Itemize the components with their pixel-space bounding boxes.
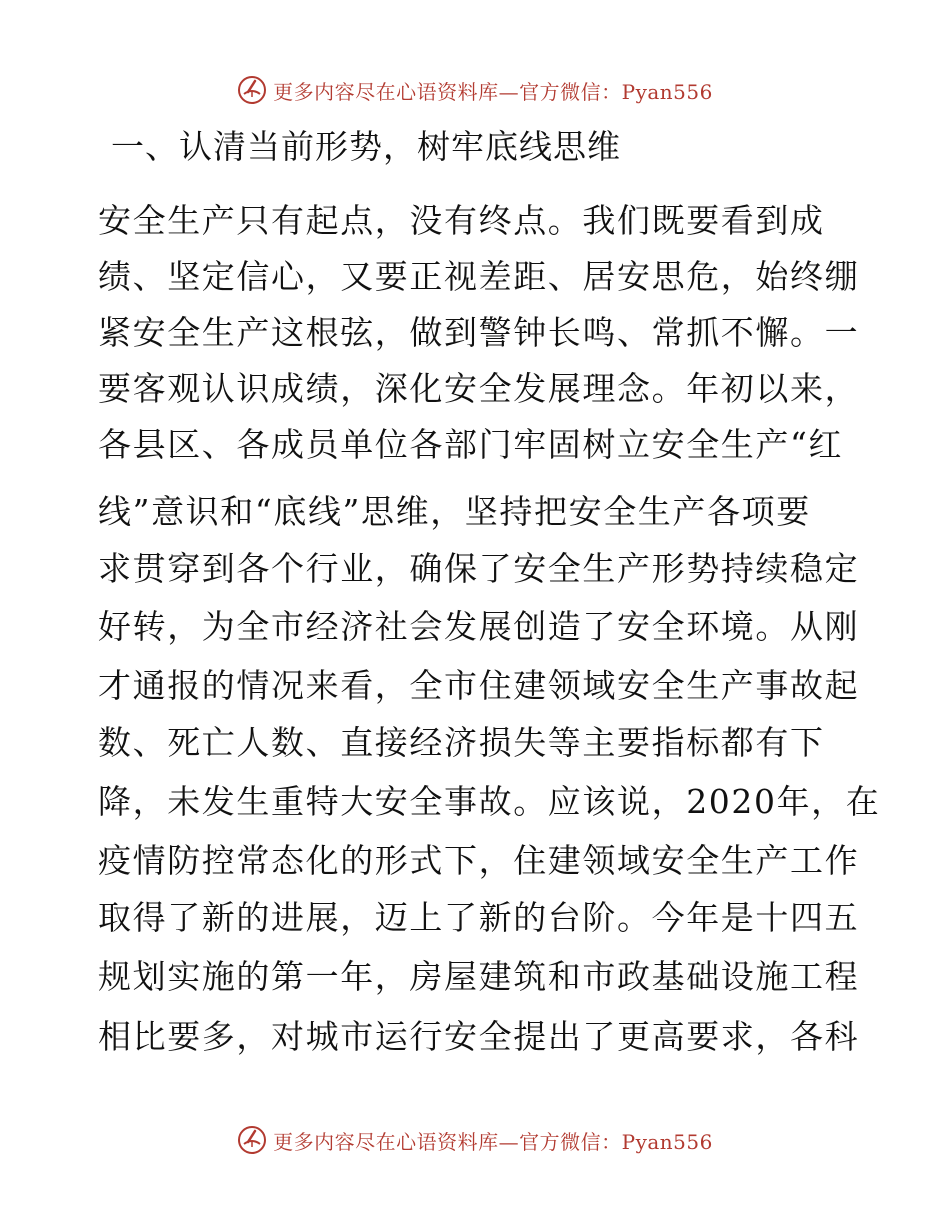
section-heading: 一、认清当前形势，树牢底线思维 — [111, 127, 621, 166]
header-banner — [0, 70, 950, 110]
body-line: 取得了新的进展，迈上了新的台阶。今年是十四五 — [98, 898, 860, 937]
body-line: 绩、坚定信心，又要正视差距、居安思危，始终绷 — [98, 257, 860, 296]
body-line: 要客观认识成绩，深化安全发展理念。年初以来， — [98, 369, 860, 408]
footer-banner-text: 更多内容尽在心语资料库—官方微信：Pyan556 — [273, 1129, 713, 1154]
body-line: 求贯穿到各个行业，确保了安全生产形势持续稳定 — [98, 549, 860, 588]
body-line: 好转，为全市经济社会发展创造了安全环境。从刚 — [98, 607, 860, 646]
footer-banner — [0, 1120, 950, 1160]
book-pen-logo-icon — [237, 75, 267, 105]
body-line: 各县区、各成员单位各部门牢固树立安全生产“红 — [98, 425, 844, 464]
body-line: 规划实施的第一年，房屋建筑和市政基础设施工程 — [98, 957, 860, 996]
body-line: 才通报的情况来看，全市住建领域安全生产事故起 — [98, 666, 860, 705]
body-line: 疫情防控常态化的形式下，住建领域安全生产工作 — [98, 841, 860, 880]
body-line: 数、死亡人数、直接经济损失等主要指标都有下 — [98, 723, 825, 762]
body-line: 线”意识和“底线”思维，坚持把安全生产各项要 — [98, 492, 811, 531]
header-banner-text: 更多内容尽在心语资料库—官方微信：Pyan556 — [273, 79, 713, 104]
book-pen-logo-icon — [237, 1125, 267, 1155]
body-line: 相比要多，对城市运行安全提出了更高要求，各科 — [98, 1017, 860, 1056]
body-line: 安全生产只有起点，没有终点。我们既要看到成 — [98, 201, 825, 240]
body-line: 降，未发生重特大安全事故。应该说，2020年，在 — [98, 782, 881, 821]
body-line: 紧安全生产这根弦，做到警钟长鸣、常抓不懈。一 — [98, 313, 860, 352]
